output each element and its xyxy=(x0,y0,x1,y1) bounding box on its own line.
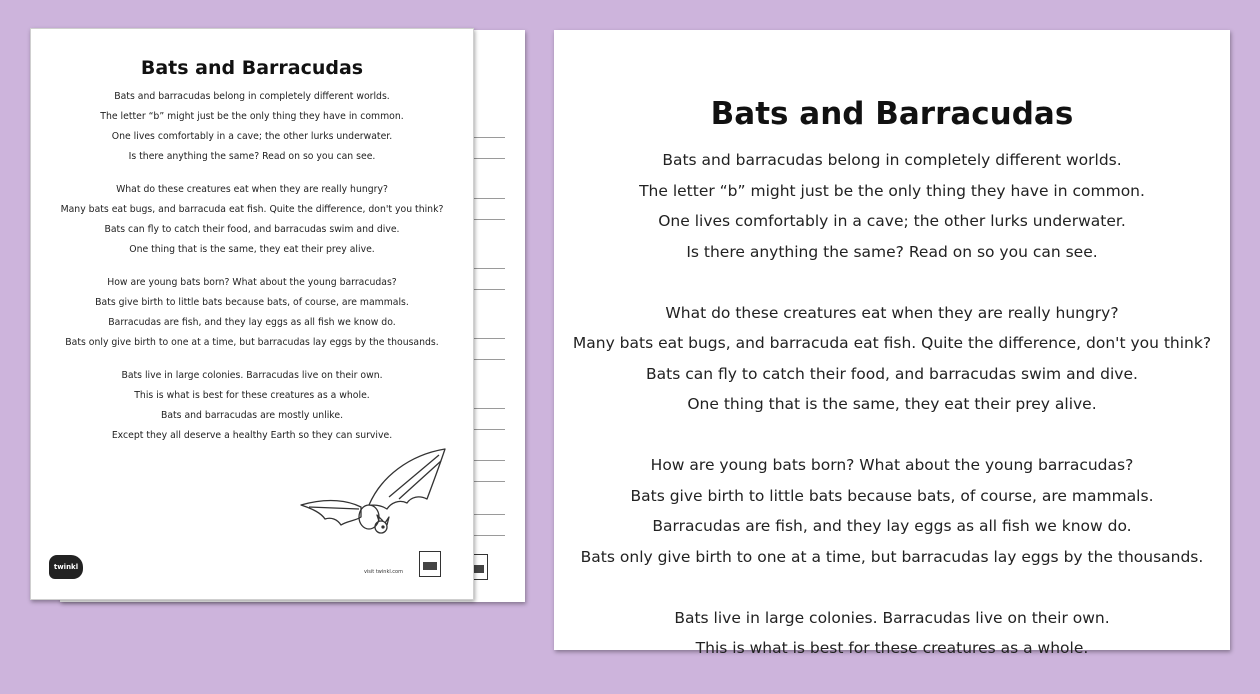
twinkl-logo-icon: twinkl xyxy=(49,555,83,579)
poem-line: The letter “b” might just be the only thing they have in common. xyxy=(100,111,404,122)
poem-line: Is there anything the same? Read on so you can see. xyxy=(128,151,376,162)
answer-line xyxy=(471,535,505,536)
poem-line: One lives comfortably in a cave; the other lurks underwater. xyxy=(111,131,393,142)
poem xyxy=(554,145,1230,694)
poem-line: Bats and barracudas belong in completely different worlds. xyxy=(114,91,390,102)
poem-line: Bats give birth to little bats because bats, of course, are mammals. xyxy=(95,297,409,308)
answer-line xyxy=(471,158,505,159)
footer-url: visit twinkl.com xyxy=(363,569,403,575)
poem-line: One thing that is the same, they eat their prey alive. xyxy=(129,244,375,255)
thumbnail-poem xyxy=(31,87,473,459)
answer-line xyxy=(471,514,505,515)
poem-line: Except they all deserve a healthy Earth so they can survive. xyxy=(111,430,393,441)
poem-line: Barracudas are fish, and they lay eggs as all fish we know do. xyxy=(108,317,396,328)
stanza xyxy=(554,145,1230,267)
poem-line: Is there anything the same? Read on so you can see. xyxy=(686,242,1098,261)
poem-line: Bats give birth to little bats because bats, of course, are mammals. xyxy=(630,486,1154,505)
bat-illustration-icon xyxy=(299,447,449,539)
stanza xyxy=(554,603,1230,664)
stanza xyxy=(31,273,473,353)
answer-line xyxy=(471,460,505,461)
page-title: Bats and Barracudas xyxy=(710,96,1074,132)
poem-line: One lives comfortably in a cave; the other lurks underwater. xyxy=(658,212,1126,230)
answer-line xyxy=(471,429,505,430)
thumbnail-title: Bats and Barracudas xyxy=(140,57,364,79)
poem-line: Bats and barracudas belong in completely different worlds. xyxy=(662,151,1122,169)
poem-line: Many bats eat bugs, and barracuda eat fish. Quite the difference, don't you think? xyxy=(572,334,1212,352)
worksheet-thumbnail xyxy=(30,28,474,600)
poem-line: Bats can fly to catch their food, and barracudas swim and dive. xyxy=(104,224,400,235)
poem-line: Bats live in large colonies. Barracudas live on their own. xyxy=(674,608,1110,627)
worksheet-zoomed xyxy=(554,30,1230,657)
poem-line: What do these creatures eat when they are really hungry? xyxy=(116,184,388,195)
poem-line: Bats live in large colonies. Barracudas live on their own. xyxy=(121,370,383,381)
poem-line: Bats only give birth to one at a time, but barracudas lay eggs by the thousands. xyxy=(65,337,439,348)
answer-line xyxy=(471,137,505,138)
poem-line: Bats only give birth to one at a time, but barracudas lay eggs by the thousands. xyxy=(580,547,1204,566)
poem-line: How are young bats born? What about the young barracudas? xyxy=(107,277,397,288)
worksheet-footer xyxy=(49,551,455,581)
stanza xyxy=(31,87,473,167)
poem-line: This is what is best for these creatures as a whole. xyxy=(134,390,370,401)
poem-line: How are young bats born? What about the young barracudas? xyxy=(650,456,1134,474)
answer-line xyxy=(471,359,505,360)
answer-line xyxy=(471,268,505,269)
poem-line: The letter “b” might just be the only thing they have in common. xyxy=(639,181,1145,200)
stanza xyxy=(31,366,473,446)
answer-line xyxy=(471,198,505,199)
answer-line xyxy=(471,481,505,482)
stanza xyxy=(31,180,473,260)
poem-line: What do these creatures eat when they are really hungry? xyxy=(665,303,1119,322)
poem-line: Barracudas are fish, and they lay eggs as all fish we know do. xyxy=(652,517,1132,535)
poem-line: Many bats eat bugs, and barracuda eat fish. Quite the difference, don't you think? xyxy=(60,204,444,215)
poem-line: This is what is best for these creatures as a whole. xyxy=(695,639,1089,657)
quality-stamp-icon xyxy=(419,551,441,577)
poem-line: One thing that is the same, they eat their prey alive. xyxy=(687,395,1097,413)
poem-line: Bats and barracudas are mostly unlike. xyxy=(160,410,344,421)
answer-line xyxy=(471,408,505,409)
stanza xyxy=(554,450,1230,572)
stanza xyxy=(554,298,1230,420)
answer-line xyxy=(471,219,505,220)
answer-line xyxy=(471,289,505,290)
poem-line: Bats can fly to catch their food, and barracudas swim and dive. xyxy=(646,364,1138,383)
answer-line xyxy=(471,338,505,339)
